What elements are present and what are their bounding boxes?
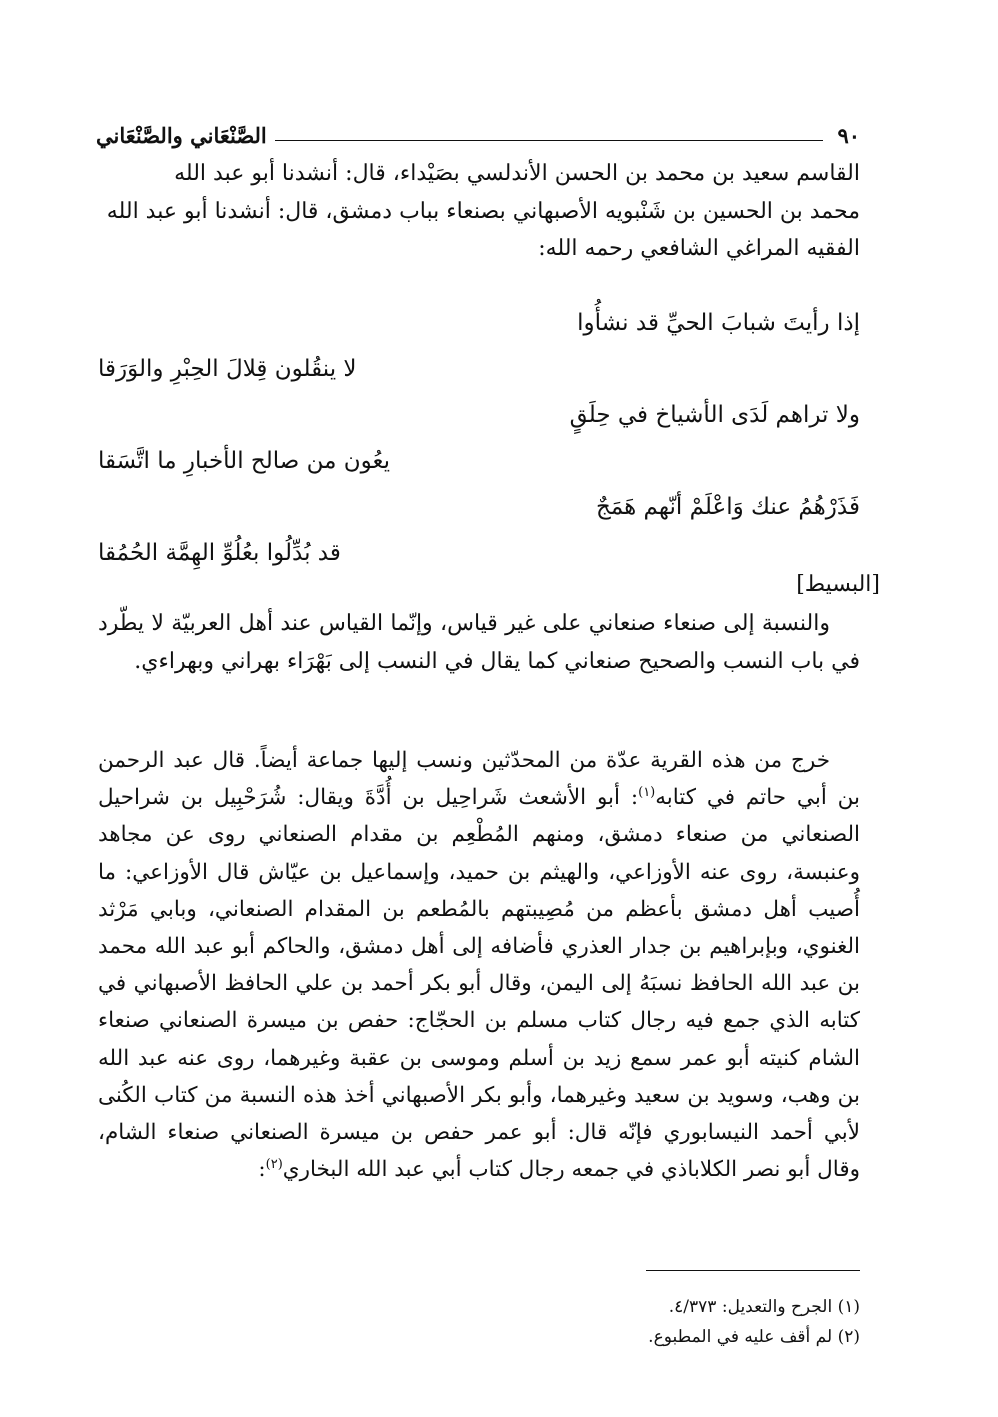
poem-verse-1: [98, 300, 860, 392]
footnote-1: (١) الجرح والتعديل: ٤/٣٧٣.: [668, 1297, 860, 1317]
verse-3-second-hemistich: قد بُدِّلُوا بعُلُوِّ الهِمَّة الحُمُقا: [98, 540, 341, 566]
intro-line-2: محمد بن الحسين بن شَنْبويه الأصبهاني بصنعاء بباب دمشق، قال: أنشدنا أبو عبد الله: [106, 198, 860, 224]
narrators-text-part-3: :: [258, 1157, 266, 1183]
footnotes: [260, 1292, 860, 1352]
poem-verse-2: [98, 392, 860, 484]
verse-1-first-hemistich: إذا رأيتَ شبابَ الحيِّ قد نشأُوا: [577, 310, 860, 336]
narrators-paragraph: [98, 742, 860, 1188]
narrators-text-part-1: خرج من هذه القرية عدّة من المحدّثين ونسب إليها جماعة أيضاً. قال عبد الرحمن بن أبي حاتم في كتابه: [98, 748, 860, 811]
page-number: ٩٠: [837, 123, 860, 148]
verse-3-first-hemistich: فَذَرْهُمُ عنك وَاعْلَمْ أنّهم هَمَجٌ: [595, 494, 860, 520]
narrators-text-part-2: : أبو الأشعث شَراحِيل بن أُدَّةَ ويقال: شُرَحْبِيل بن شراحيل الصنعاني من صنعاء دمشق، ومنهم المُطْعِم بن مقدام الصنعاني روى عن مجاهد وعنبسة، روى عنه الأوزاعي، والهيثم بن حميد، وإسماعيل بن عيّاش قال الأوزاعي: ما أُصيب أهل دمشق بأعظم من مُصِيبتهم بالمُطعم بن المقدام الصنعاني، وبابي مَرْثد الغنوي، وبإبراهيم بن جدار العذري فأضافه إلى أهل دمشق، والحاكم أبو عبد الله محمد بن عبد الله الحافظ نسبَهُ إلى اليمن، وقال أبو بكر أحمد بن علي الحافظ الأصبهاني في كتابه الذي جمع فيه رجال كتاب مسلم بن الحجّاج: حفص بن ميسرة الصنعاني صنعاء الشام كنيته أبو عمر سمع زيد بن أسلم وموسى بن عقبة وغيرهما، روى عنه عبد الله بن وهب، وسويد بن سعيد وغيرهما، وأبو بكر الأصبهاني أخذ هذه النسبة من كتاب الكُنى لأبي أحمد النيسابوري فإنّه قال: أبو عمر حفص بن ميسرة الصنعاني صنعاء الشام، وقال أبو نصر الكلاباذي في جمعه رجال كتاب أبي عبد الله البخاري: [98, 785, 860, 1183]
footnote-2: (٢) لم أقف عليه في المطبوع.: [648, 1327, 860, 1347]
verse-2-second-hemistich: يعُون من صالح الأخبارِ ما اتَّسَقا: [98, 448, 391, 474]
intro-paragraph: [98, 155, 860, 268]
intro-line-3: الفقيه المراغي الشافعي رحمه الله:: [538, 236, 860, 261]
narrators-text: [98, 742, 860, 1188]
footnote-separator: [646, 1270, 860, 1271]
running-header: [96, 112, 860, 146]
footnote-ref-1[interactable]: (١): [638, 785, 656, 801]
poem-verse-3: [98, 484, 860, 576]
intro-line-1: القاسم سعيد بن محمد بن الحسن الأندلسي بصَيْداء، قال: أنشدنا أبو عبد الله: [174, 161, 860, 186]
nisba-paragraph: [98, 605, 860, 681]
poem-meter-label: [البسيط]: [796, 572, 880, 597]
verse-2-first-hemistich: ولا تراهم لَدَى الأشياخ في حِلَقٍ: [569, 402, 860, 428]
poem: [98, 300, 860, 576]
running-title: الصَّنْعَاني والصَّنْعَاني: [96, 123, 267, 148]
verse-1-second-hemistich: لا ينقُلون قِلالَ الحِبْرِ والوَرَقا: [98, 356, 357, 382]
header-rule: [275, 140, 824, 141]
nisba-text: والنسبة إلى صنعاء صنعاني على غير قياس، وإنّما القياس عند أهل العربيّة لا يطّرد في باب النسب والصحيح صنعاني كما يقال في النسب إلى بَهْرَاء بهراني وبهراءي.: [98, 611, 860, 674]
footnote-ref-2[interactable]: (٢): [265, 1157, 283, 1173]
